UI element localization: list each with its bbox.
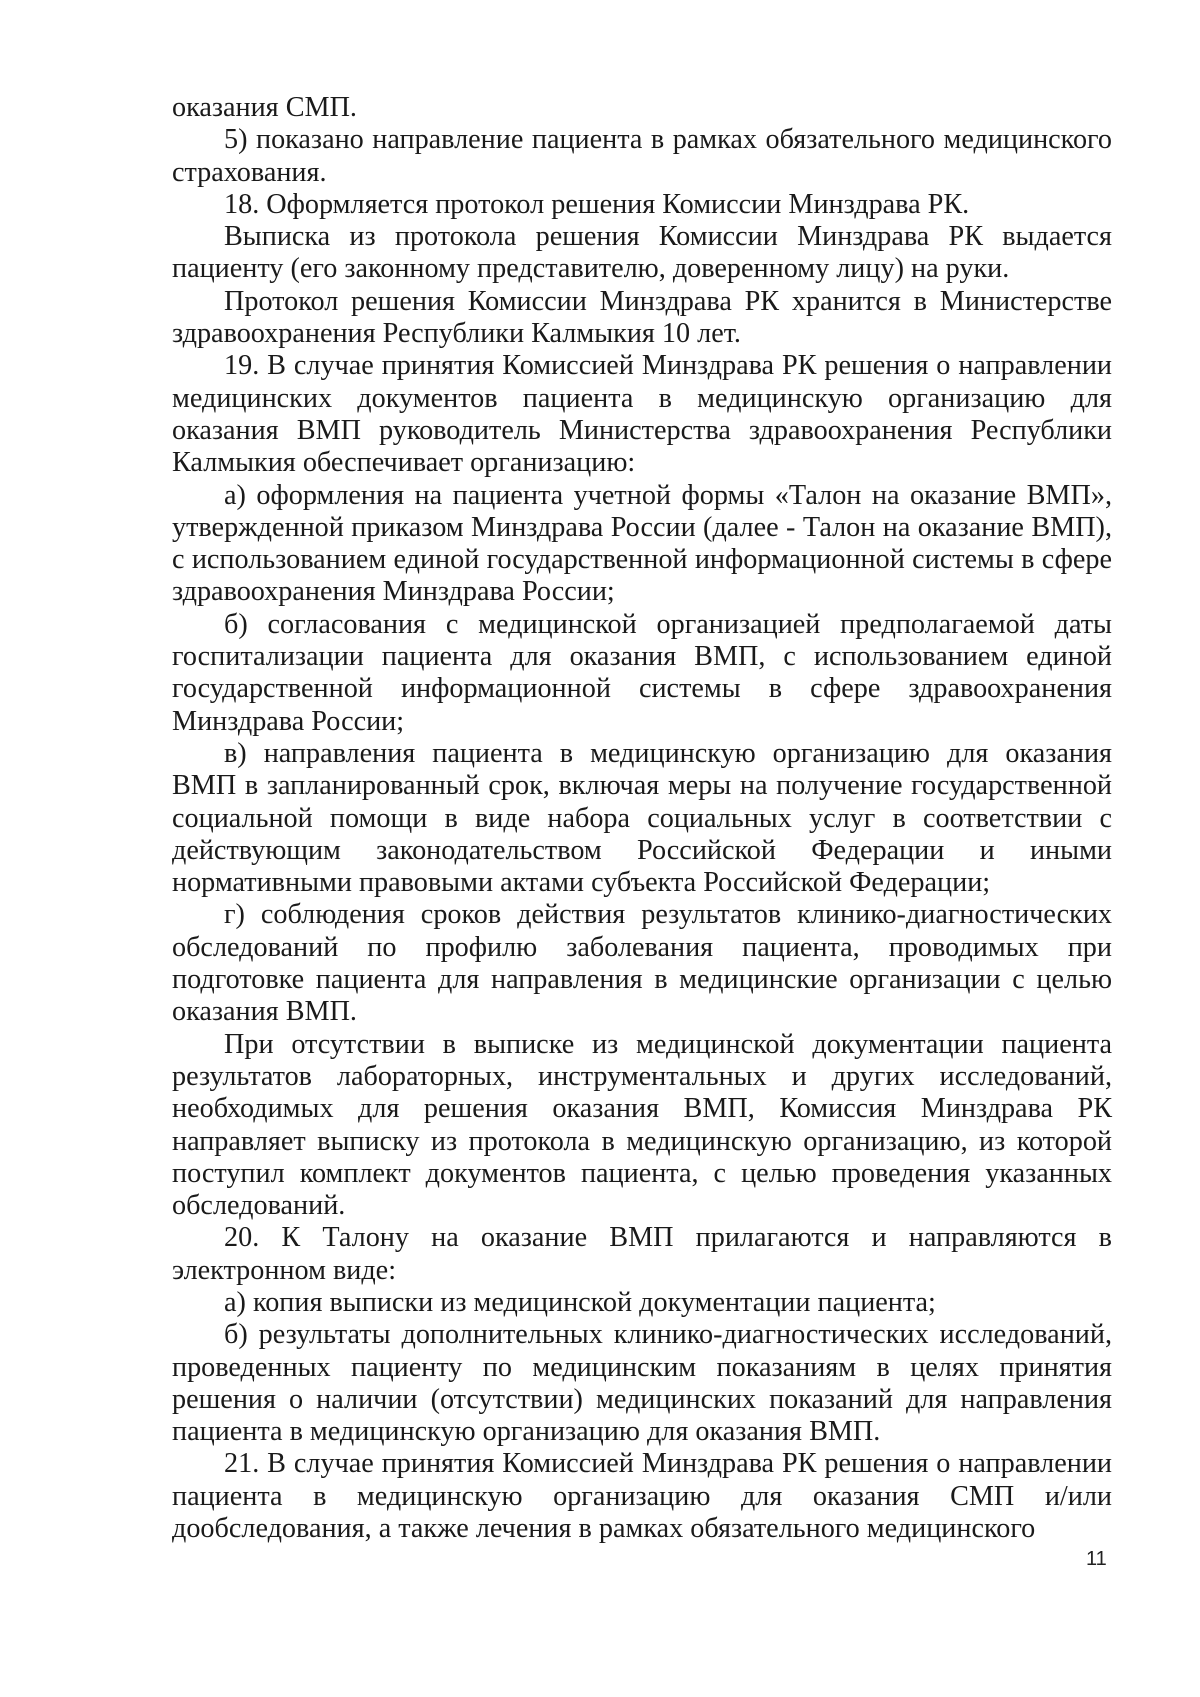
- document-body: [172, 92, 1112, 1545]
- paragraph: 20. К Талону на оказание ВМП прилагаются и направляются в электронном виде:: [172, 1222, 1112, 1286]
- paragraph: б) согласования с медицинской организацией предполагаемой даты госпитализации пациента для оказания ВМП, с использованием единой государственной информационной системы в сфере здравоохранения Минздрава России;: [172, 608, 1112, 737]
- paragraph: а) копия выписки из медицинской документации пациента;: [224, 1286, 936, 1318]
- paragraph: 5) показано направление пациента в рамках обязательного медицинского страхования.: [172, 124, 1112, 188]
- paragraph: оказания СМП.: [172, 92, 357, 123]
- paragraph: б) результаты дополнительных клинико-диагностических исследований, проведенных пациенту по медицинским показаниям в целях принятия решения о наличии (отсутствии) медицинских показаний для направления пациента в медицинскую организацию для оказания ВМП.: [172, 1319, 1112, 1448]
- paragraph: в) направления пациента в медицинскую организацию для оказания ВМП в запланированный срок, включая меры на получение государственной социальной помощи в виде набора социальных услуг в соответствии с действующим законодательством Российской Федерации и иными нормативными правовыми актами субъекта Российской Федерации;: [172, 737, 1112, 899]
- paragraph: 18. Оформляется протокол решения Комиссии Минздрава РК.: [224, 188, 970, 220]
- paragraph: При отсутствии в выписке из медицинской документации пациента результатов лабораторных, инструментальных и других исследований, необходимых для решения оказания ВМП, Комиссия Минздрава РК направляет выписку из протокола в медицинскую организацию, из которой поступил комплект документов пациента, с целью проведения указанных обследований.: [172, 1028, 1112, 1222]
- paragraph: г) соблюдения сроков действия результатов клинико-диагностических обследований по профилю заболевания пациента, проводимых при подготовке пациента для направления в медицинские организации с целью оказания ВМП.: [172, 899, 1112, 1028]
- paragraph: 19. В случае принятия Комиссией Минздрава РК решения о направлении медицинских документов пациента в медицинскую организацию для оказания ВМП руководитель Министерства здравоохранения Республики Калмыкия обеспечивает организацию:: [172, 350, 1112, 479]
- paragraph: 21. В случае принятия Комиссией Минздрава РК решения о направлении пациента в медицинскую организацию для оказания СМП и/или дообследования, а также лечения в рамках обязательного медицинского: [172, 1448, 1112, 1545]
- paragraph: Протокол решения Комиссии Минздрава РК хранится в Министерстве здравоохранения Республики Калмыкия 10 лет.: [172, 285, 1112, 350]
- paragraph: Выписка из протокола решения Комиссии Минздрава РК выдается пациенту (его законному представителю, доверенному лицу) на руки.: [172, 221, 1112, 285]
- page-number: 11: [1086, 1548, 1107, 1570]
- paragraph: а) оформления на пациента учетной формы «Талон на оказание ВМП», утвержденной приказом Минздрава России (далее - Талон на оказание ВМП), с использованием единой государственной информационной системы в сфере здравоохранения Минздрава России;: [172, 479, 1112, 608]
